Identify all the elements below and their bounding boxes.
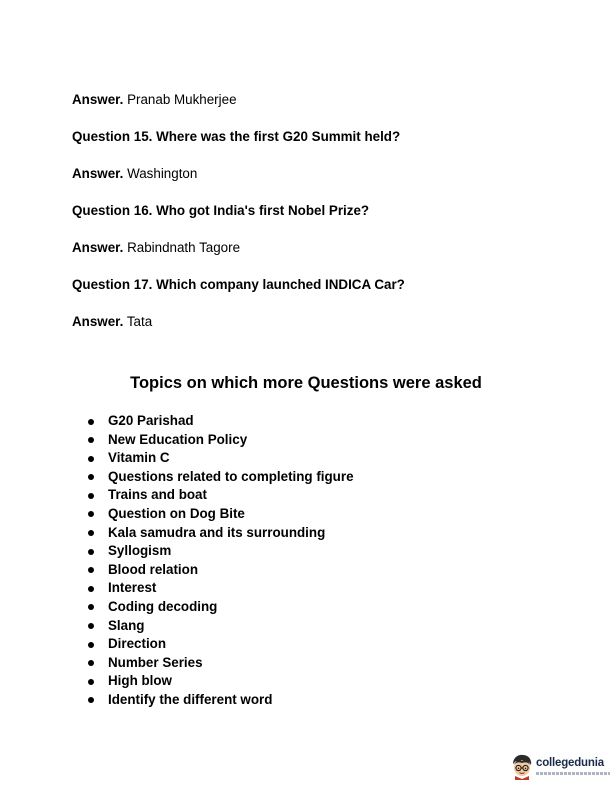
list-item: [88, 524, 354, 543]
question-label: Question 16.: [72, 203, 153, 218]
list-item: [88, 672, 354, 691]
topic-text: Direction: [108, 636, 167, 652]
answer-label: Answer.: [72, 314, 124, 329]
topic-text: Identify the different word: [108, 691, 273, 707]
bullet-icon: [88, 493, 94, 499]
list-item: [88, 468, 354, 487]
bullet-icon: [88, 642, 94, 648]
answer-label: Answer.: [72, 240, 124, 255]
topic-text: Trains and boat: [108, 487, 207, 503]
bullet-icon: [88, 679, 94, 685]
topics-list: [88, 412, 354, 710]
collegedunia-logo: [510, 752, 610, 782]
topic-text: Number Series: [108, 654, 203, 670]
topic-text: Slang: [108, 617, 145, 633]
answer-text: Tata: [126, 314, 153, 329]
bullet-icon: [88, 660, 94, 666]
list-item: [88, 617, 354, 636]
bullet-icon: [88, 530, 94, 536]
question-text: Who got India's first Nobel Prize?: [156, 203, 370, 218]
list-item: [88, 635, 354, 654]
bullet-icon: [88, 604, 94, 610]
question-text: Where was the first G20 Summit held?: [156, 129, 401, 144]
answer-label: Answer.: [72, 166, 124, 181]
topic-text: New Education Policy: [108, 431, 248, 447]
list-item: [88, 412, 354, 431]
brand-name: collegedunia: [536, 757, 604, 769]
bullet-icon: [88, 474, 94, 480]
list-item: [88, 579, 354, 598]
topic-text: Kala samudra and its surrounding: [108, 524, 326, 540]
topic-text: Questions related to completing figure: [108, 468, 354, 484]
bullet-icon: [88, 567, 94, 573]
question-label: Question 15.: [72, 129, 153, 144]
list-item: [88, 598, 354, 617]
topic-text: High blow: [108, 673, 172, 689]
answer-15: [72, 166, 197, 182]
topic-text: Question on Dog Bite: [108, 505, 245, 521]
list-item: [88, 431, 354, 450]
list-item: [88, 691, 354, 710]
topic-text: Syllogism: [108, 543, 172, 559]
answer-16: [72, 240, 240, 256]
brand-tagline-decoration: [536, 772, 610, 775]
question-16: [72, 203, 369, 219]
answer-text: Washington: [127, 166, 198, 181]
bullet-icon: [88, 419, 94, 425]
bullet-icon: [88, 586, 94, 592]
topic-text: Interest: [108, 580, 157, 596]
answer-17: [72, 314, 152, 330]
list-item: [88, 561, 354, 580]
list-item: [88, 505, 354, 524]
answer-14: [72, 92, 237, 108]
question-label: Question 17.: [72, 277, 153, 292]
topic-text: Vitamin C: [108, 450, 170, 466]
list-item: [88, 449, 354, 468]
topics-heading: Topics on which more Questions were asked: [130, 374, 482, 392]
collegedunia-mascot-icon: [510, 754, 534, 780]
question-text: Which company launched INDICA Car?: [156, 277, 405, 292]
list-item: [88, 486, 354, 505]
answer-text: Rabindnath Tagore: [127, 240, 241, 255]
bullet-icon: [88, 511, 94, 517]
list-item: [88, 654, 354, 673]
question-17: [72, 277, 405, 293]
bullet-icon: [88, 437, 94, 443]
bullet-icon: [88, 456, 94, 462]
list-item: [88, 542, 354, 561]
topic-text: G20 Parishad: [108, 413, 194, 428]
bullet-icon: [88, 549, 94, 555]
bullet-icon: [88, 697, 94, 703]
bullet-icon: [88, 623, 94, 629]
topic-text: Blood relation: [108, 561, 199, 577]
answer-text: Pranab Mukherjee: [127, 92, 237, 107]
topic-text: Coding decoding: [108, 598, 218, 614]
question-15: [72, 129, 400, 145]
answer-label: Answer.: [72, 92, 124, 107]
